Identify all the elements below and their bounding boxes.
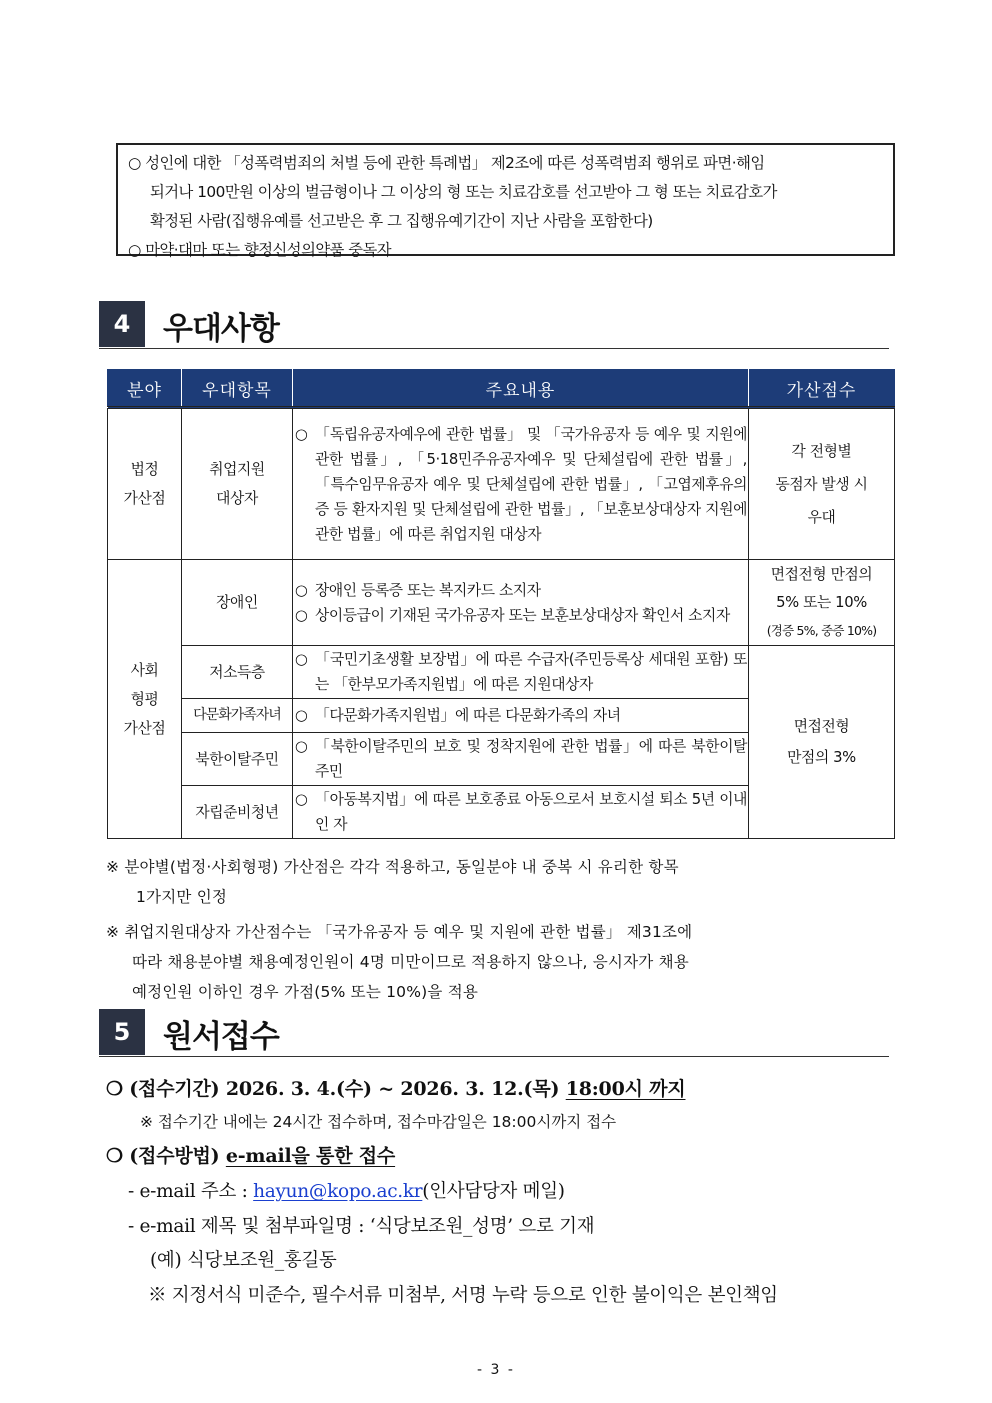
score-text: 면접전형 만점의	[770, 565, 873, 583]
note-line: 예정인원 이하인 경우 가점(5% 또는 10%)을 적용	[132, 983, 479, 1001]
email-address-line	[128, 1177, 565, 1203]
preference-table	[107, 369, 895, 839]
item-cell: 저소득층	[182, 646, 293, 699]
category-text: 사회	[130, 661, 159, 679]
score-text: 만점의 3%	[787, 749, 856, 766]
method-value: e-mail을 통한 접수	[225, 1145, 396, 1167]
content-text: 상이등급이 기재된 국가유공자 또는 보훈보상대상자 확인서 소지자	[315, 606, 730, 624]
note-line: ※ 분야별(법정·사회형평) 가산점은 각각 적용하고, 동일분야 내 중복 시 유리한 항목	[106, 858, 679, 876]
score-text: 면접전형	[793, 718, 850, 735]
content-cell	[293, 699, 749, 733]
email-subject-line: - e-mail 제목 및 첨부파일명 : ‘식당보조원_성명’ 으로 기재	[128, 1216, 595, 1237]
category-text: 가산점	[123, 719, 166, 737]
content-cell	[293, 733, 749, 786]
header-cell: 우대항목	[182, 370, 293, 408]
section-4-heading	[99, 301, 889, 349]
category-cell	[108, 560, 182, 839]
content-text: 「북한이탈주민의 보호 및 정착지원에 관한 법률」에 따른 북한이탈주민	[315, 738, 747, 780]
bullet-marker: ○	[295, 425, 308, 443]
note-line: ※ 취업지원대상자 가산점수는 「국가유공자 등 예우 및 지원에 관한 법률」 제31조에	[106, 923, 693, 941]
email-link[interactable]: hayun@kopo.ac.kr	[253, 1181, 423, 1202]
note-duplicate-points	[106, 852, 896, 912]
bullet-marker: ○	[295, 606, 308, 624]
disqualification-line: ○ 마약·대마 또는 향정신성의약품 중독자	[128, 241, 392, 259]
content-cell	[293, 646, 749, 699]
item-text: 취업지원	[209, 461, 265, 478]
content-cell	[293, 560, 749, 646]
score-text: 우대	[807, 508, 836, 526]
period-text: ❍ (접수기간) 2026. 3. 4.(수) ~ 2026. 3. 12.(목)	[106, 1078, 566, 1100]
disqualification-line: 확정된 사람(집행유예를 선고받은 후 그 집행유예기간이 지난 사람을 포함한다)	[150, 212, 653, 230]
bullet-marker: ○	[295, 707, 308, 724]
category-text: 법정	[130, 461, 159, 478]
content-cell	[293, 408, 749, 560]
method-label: ❍ (접수방법)	[106, 1145, 226, 1167]
table-row	[108, 646, 895, 699]
bullet-marker: ○	[295, 651, 308, 668]
header-cell: 주요내용	[293, 370, 749, 408]
content-text: 「아동복지법」에 따른 보호종료 아동으로서 보호시설 퇴소 5년 이내인 자	[315, 791, 747, 833]
header-cell: 가산점수	[749, 370, 895, 408]
score-text: (경증 5%, 중증 10%)	[766, 622, 877, 638]
item-cell: 북한이탈주민	[182, 733, 293, 786]
score-cell	[749, 560, 895, 646]
category-cell	[108, 408, 182, 560]
content-text: 「독립유공자예우에 관한 법률」 및 「국가유공자 등 예우 및 지원에 관한 법률」, 「5·18민주유공자예우 및 단체설립에 관한 법률」, 「특수임무유공자 예우 및 단체설립에 관한 법률」, 「고엽제후유의증 등 환자지원 및 단체설립에 관한 법률」, 「보훈보상대상자 지원에 관한 법률」에 따른 취업지원 대상자	[315, 425, 747, 543]
bullet-marker: ○	[295, 738, 308, 755]
content-text: 장애인 등록증 또는 복지카드 소지자	[315, 581, 541, 599]
score-text: 각 전형별	[791, 442, 852, 460]
score-cell	[749, 408, 895, 560]
score-text: 5% 또는 10%	[776, 593, 867, 611]
application-method	[106, 1141, 395, 1168]
bullet-marker: ○	[295, 791, 308, 808]
period-note: ※ 접수기간 내에는 24시간 접수하며, 접수마감일은 18:00시까지 접수	[140, 1113, 617, 1131]
table-row	[108, 408, 895, 560]
content-text: 「국민기초생활 보장법」에 따른 수급자(주민등록상 세대원 포함) 또는 「한부모가족지원법」에 따른 지원대상자	[315, 651, 747, 693]
item-cell: 장애인	[182, 560, 293, 646]
item-cell: 자립준비청년	[182, 786, 293, 839]
content-text: 「다문화가족지원법」에 따른 다문화가족의 자녀	[315, 707, 621, 724]
table-header-row	[108, 370, 895, 408]
table-row	[108, 560, 895, 646]
disqualification-line: ○ 성인에 대한 「성폭력범죄의 처벌 등에 관한 특례법」 제2조에 따른 성폭력범죄 행위로 파면·해임	[128, 154, 765, 172]
score-cell	[749, 646, 895, 839]
email-note: (인사담당자 메일)	[422, 1181, 565, 1202]
responsibility-warning: ※ 지정서식 미준수, 필수서류 미첨부, 서명 누락 등으로 인한 불이익은 본인책임	[148, 1285, 778, 1306]
bullet-marker: ○	[295, 581, 308, 599]
content-cell	[293, 786, 749, 839]
note-employment-support	[106, 917, 896, 1007]
item-cell	[182, 408, 293, 560]
category-text: 가산점	[123, 490, 166, 507]
disqualification-box	[116, 143, 895, 259]
page-number: - 3 -	[477, 1362, 515, 1378]
disqualification-line: 되거나 100만원 이상의 벌금형이나 그 이상의 형 또는 치료감호를 선고받아 그 형 또는 치료감호가	[150, 183, 777, 201]
category-text: 형평	[130, 690, 159, 708]
section-title: 우대사항	[163, 311, 279, 347]
item-cell: 다문화가족자녀	[182, 699, 293, 733]
email-example: (예) 식당보조원_홍길동	[150, 1250, 337, 1271]
section-5-heading	[99, 1009, 889, 1057]
section-number: 5	[99, 1009, 145, 1055]
section-title: 원서접수	[163, 1019, 279, 1055]
score-text: 동점자 발생 시	[775, 475, 868, 493]
section-number: 4	[99, 301, 145, 347]
item-text: 대상자	[216, 490, 258, 507]
period-deadline: 18:00시 까지	[565, 1078, 686, 1100]
note-line: 1가지만 인정	[136, 888, 228, 906]
header-cell: 분야	[108, 370, 182, 408]
application-period	[106, 1074, 685, 1101]
email-label: - e-mail 주소 :	[128, 1181, 254, 1202]
note-line: 따라 채용분야별 채용예정인원이 4명 미만이므로 적용하지 않으나, 응시자가 채용	[132, 953, 689, 971]
